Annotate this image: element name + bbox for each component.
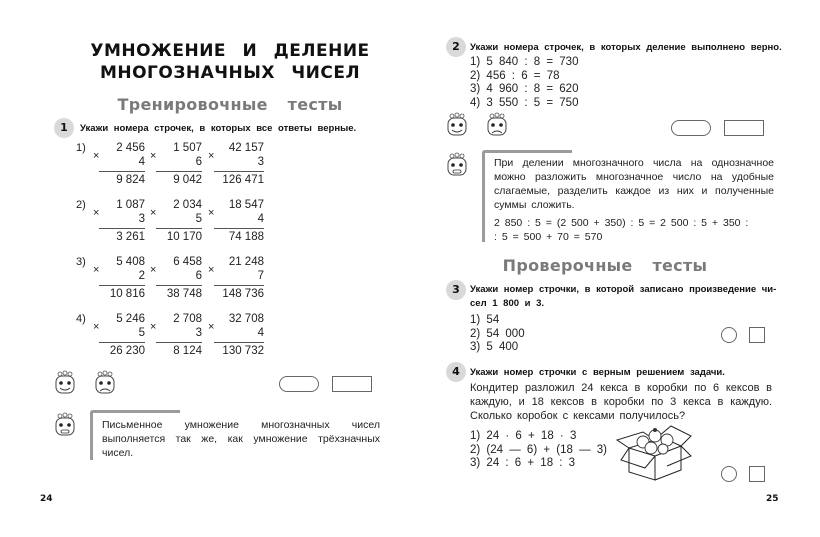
neutral-face-mascot-icon	[444, 152, 470, 178]
task4-question: Укажи номер строчки с верным решением задачи.	[470, 367, 725, 378]
task1-row-label: 3)	[76, 256, 86, 268]
task2-option: 1) 5 840 : 8 = 730	[470, 56, 579, 68]
multiply-sign: ×	[208, 207, 215, 219]
multiply-sign: ×	[150, 207, 157, 219]
multiplier: 7	[257, 270, 264, 282]
multiplier: 4	[257, 213, 264, 225]
task2-option: 3) 4 960 : 8 = 620	[470, 83, 579, 95]
answer-square-field[interactable]	[749, 466, 765, 482]
task4-problem: Кондитер разложил 24 кекса в коробки по 6 кексов в каждую, и 18 кексов в коробки по 3 кекса в каждую. Сколько коробок с кексами получилось?	[470, 382, 772, 422]
column-multiplication	[150, 313, 202, 361]
column-multiplication	[93, 199, 145, 247]
column-multiplication	[150, 142, 202, 190]
multiplier: 5	[138, 327, 145, 339]
sad-face-mascot-icon	[484, 112, 510, 138]
answer-square-field[interactable]	[749, 327, 765, 343]
multiplier: 4	[257, 327, 264, 339]
multiply-sign: ×	[208, 264, 215, 276]
multiply-sign: ×	[93, 207, 100, 219]
result-line	[99, 342, 145, 343]
multiply-sign: ×	[93, 150, 100, 162]
product: 38 748	[166, 288, 202, 300]
result-line	[99, 228, 145, 229]
product: 9 042	[173, 174, 202, 186]
multiplicand: 1 087	[116, 199, 145, 211]
task3-option: 3) 5 400	[470, 341, 519, 353]
multiplier: 4	[138, 156, 145, 168]
multiplier: 3	[195, 327, 202, 339]
multiplicand: 5 246	[116, 313, 145, 325]
multiplicand: 1 507	[173, 142, 202, 154]
product: 9 824	[116, 174, 145, 186]
chapter-title-line1: УМНОЖЕНИЕ И ДЕЛЕНИЕ	[90, 41, 370, 61]
task1-row-label: 2)	[76, 199, 86, 211]
rule-content	[494, 156, 774, 244]
chapter-title	[40, 40, 420, 84]
column-multiplication	[93, 313, 145, 361]
task4-option: 3) 24 : 6 + 18 : 3	[470, 457, 576, 469]
product: 3 261	[116, 231, 145, 243]
task1-question: Укажи номера строчек, в которых все ответы верные.	[80, 123, 357, 134]
section-title-training: Тренировочные тесты	[117, 95, 343, 114]
product: 148 736	[222, 288, 264, 300]
task3-options	[470, 314, 525, 355]
product: 126 471	[222, 174, 264, 186]
column-multiplication	[208, 313, 264, 361]
multiply-sign: ×	[93, 264, 100, 276]
multiplicand: 21 248	[228, 256, 264, 268]
happy-face-mascot-icon	[52, 370, 78, 396]
task3-option: 2) 54 000	[470, 327, 525, 340]
rule-text: Письменное умножение многозначных чисел выполняется так же, как умножение трёхзначных чисел.	[102, 419, 380, 459]
chapter-title-line2: МНОГОЗНАЧНЫХ ЧИСЕЛ	[99, 63, 361, 83]
result-line	[214, 171, 264, 172]
multiply-sign: ×	[150, 264, 157, 276]
result-line	[156, 342, 202, 343]
task4-option: 1) 24 · 6 + 18 · 3	[470, 430, 577, 442]
product: 130 732	[222, 345, 264, 357]
column-multiplication	[93, 142, 145, 190]
multiply-sign: ×	[208, 150, 215, 162]
task4-options	[470, 430, 607, 471]
task2-question: Укажи номера строчек, в которых деление выполнено верно.	[470, 42, 782, 53]
page-number-right: 25	[766, 494, 779, 504]
multiplicand: 6 458	[173, 256, 202, 268]
rule-example-line1: 2 850 : 5 = (2 500 + 350) : 5 = 2 500 : 5 + 350 :	[494, 217, 749, 229]
product: 10 816	[109, 288, 145, 300]
multiplicand: 2 708	[173, 313, 202, 325]
result-line	[214, 342, 264, 343]
task-number-badge: 3	[446, 280, 466, 300]
rule-box-top-bar	[90, 410, 180, 413]
answer-rect-field[interactable]	[332, 376, 372, 392]
task2-option: 4) 3 550 : 5 = 750	[470, 96, 579, 109]
multiplicand: 18 547	[228, 199, 264, 211]
multiplicand: 2 034	[173, 199, 202, 211]
result-line	[214, 228, 264, 229]
result-line	[99, 171, 145, 172]
answer-oval-field[interactable]	[671, 120, 711, 136]
answer-circle-field[interactable]	[721, 466, 737, 482]
task2-options	[470, 56, 578, 110]
product: 10 170	[166, 231, 202, 243]
rule-box-division	[482, 150, 774, 242]
answer-oval-field[interactable]	[279, 376, 319, 392]
sad-face-mascot-icon	[92, 370, 118, 396]
multiply-sign: ×	[93, 321, 100, 333]
task2-option: 2) 456 : 6 = 78	[470, 69, 560, 82]
multiply-sign: ×	[150, 150, 157, 162]
task-number-badge: 4	[446, 362, 466, 382]
task3-option: 1) 54	[470, 314, 500, 326]
section-title-check: Проверочные тесты	[502, 256, 708, 275]
page-number-left: 24	[40, 494, 53, 504]
task-number-badge: 2	[446, 37, 466, 57]
multiplicand: 5 408	[116, 256, 145, 268]
task4-option: 2) (24 — 6) + (18 — 3)	[470, 443, 607, 456]
rule-box-top-bar	[482, 150, 572, 153]
rule-box-side-bar	[90, 410, 93, 460]
column-multiplication	[208, 256, 264, 304]
happy-face-mascot-icon	[444, 112, 470, 138]
rule-box-multiplication	[90, 410, 380, 460]
multiplier: 5	[195, 213, 202, 225]
rule-example-line2: : 5 = 500 + 70 = 570	[494, 231, 603, 243]
multiplier: 2	[138, 270, 145, 282]
result-line	[156, 171, 202, 172]
multiplicand: 42 157	[228, 142, 264, 154]
task1-row-label: 4)	[76, 313, 86, 325]
neutral-face-mascot-icon	[52, 412, 78, 438]
multiplicand: 32 708	[228, 313, 264, 325]
product: 74 188	[228, 231, 264, 243]
task3-question-line2: сел 1 800 и 3.	[470, 298, 545, 309]
cupcake-box-illustration	[615, 418, 695, 482]
rule-text: При делении многозначного числа на однозначное можно разложить многозначное число на удобные слагаемые, разделить каждое из них и полученные суммы сложить.	[494, 157, 774, 211]
task-number-badge: 1	[54, 118, 74, 138]
answer-rect-field[interactable]	[724, 120, 764, 136]
multiply-sign: ×	[208, 321, 215, 333]
product: 8 124	[173, 345, 202, 357]
result-line	[99, 285, 145, 286]
column-multiplication	[208, 142, 264, 190]
multiply-sign: ×	[150, 321, 157, 333]
answer-circle-field[interactable]	[721, 327, 737, 343]
multiplicand: 2 456	[116, 142, 145, 154]
column-multiplication	[93, 256, 145, 304]
column-multiplication	[150, 256, 202, 304]
result-line	[156, 285, 202, 286]
result-line	[214, 285, 264, 286]
rule-box-side-bar	[482, 150, 485, 242]
column-multiplication	[150, 199, 202, 247]
task1-row-label: 1)	[76, 142, 86, 154]
multiplier: 3	[257, 156, 264, 168]
product: 26 230	[109, 345, 145, 357]
multiplier: 6	[195, 156, 202, 168]
result-line	[156, 228, 202, 229]
multiplier: 3	[138, 213, 145, 225]
column-multiplication	[208, 199, 264, 247]
task3-question-line1: Укажи номер строчки, в которой записано произведение чи-	[470, 284, 777, 295]
multiplier: 6	[195, 270, 202, 282]
